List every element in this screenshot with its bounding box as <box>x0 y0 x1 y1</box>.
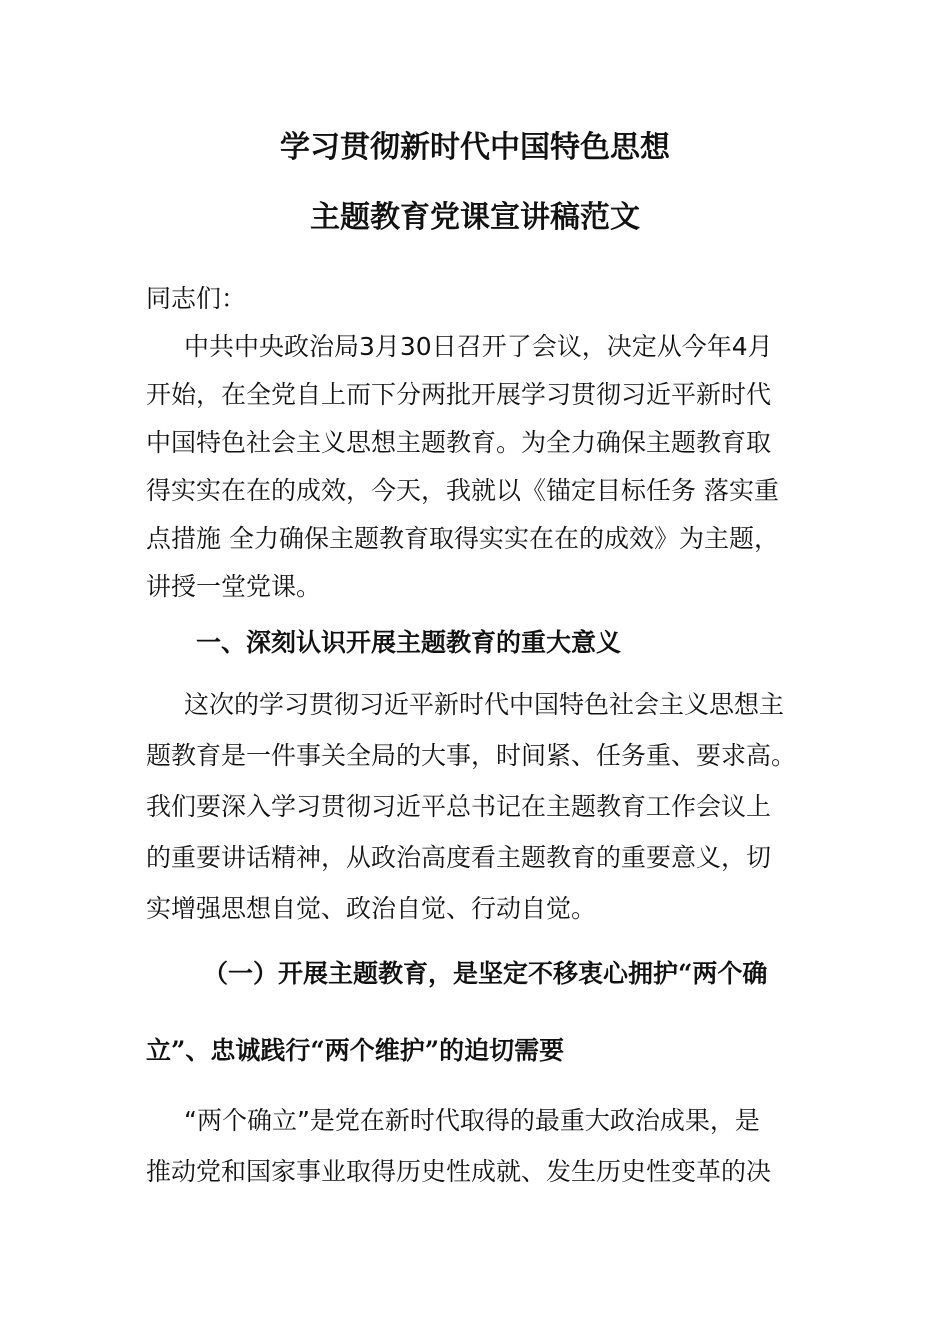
paragraph-line: 讲授一堂党课。 <box>146 572 322 601</box>
salutation: 同志们： <box>146 284 247 313</box>
paragraph-line: 这次的学习贯彻习近平新时代中国特色社会主义思想主 <box>184 690 785 719</box>
subsection-heading-line: 立”、忠诚践行“两个维护”的迫切需要 <box>146 1036 565 1065</box>
paragraph-line: 中共中央政治局3月30日召开了会议，决定从今年4月 <box>184 332 773 361</box>
paragraph-line: “两个确立”是党在新时代取得的最重大政治成果，是 <box>184 1106 760 1135</box>
section-heading: 一、深刻认识开展主题教育的重大意义 <box>196 628 622 657</box>
subsection-heading-line: （一）开展主题教育，是坚定不移衷心拥护“两个确 <box>203 959 768 988</box>
document-title-line-1: 学习贯彻新时代中国特色思想 <box>280 130 670 165</box>
paragraph-line: 得实实在在的成效，今天，我就以《锚定目标任务 落实重 <box>146 476 779 505</box>
paragraph-line: 开始，在全党自上而下分两批开展学习贯彻习近平新时代 <box>146 380 772 409</box>
document-title-line-2: 主题教育党课宣讲稿范文 <box>310 200 640 235</box>
paragraph-line: 中国特色社会主义思想主题教育。为全力确保主题教育取 <box>146 428 772 457</box>
paragraph-line: 我们要深入学习贯彻习近平总书记在主题教育工作会议上 <box>146 792 772 821</box>
paragraph-line: 点措施 全力确保主题教育取得实实在在的成效》为主题， <box>146 524 779 553</box>
paragraph-line: 题教育是一件事关全局的大事，时间紧、任务重、要求高。 <box>146 741 797 770</box>
paragraph-line: 的重要讲话精神，从政治高度看主题教育的重要意义，切 <box>146 843 772 872</box>
paragraph-line: 实增强思想自觉、政治自觉、行动自觉。 <box>146 894 597 923</box>
paragraph-line: 推动党和国家事业取得历史性成就、发生历史性变革的决 <box>146 1157 772 1186</box>
